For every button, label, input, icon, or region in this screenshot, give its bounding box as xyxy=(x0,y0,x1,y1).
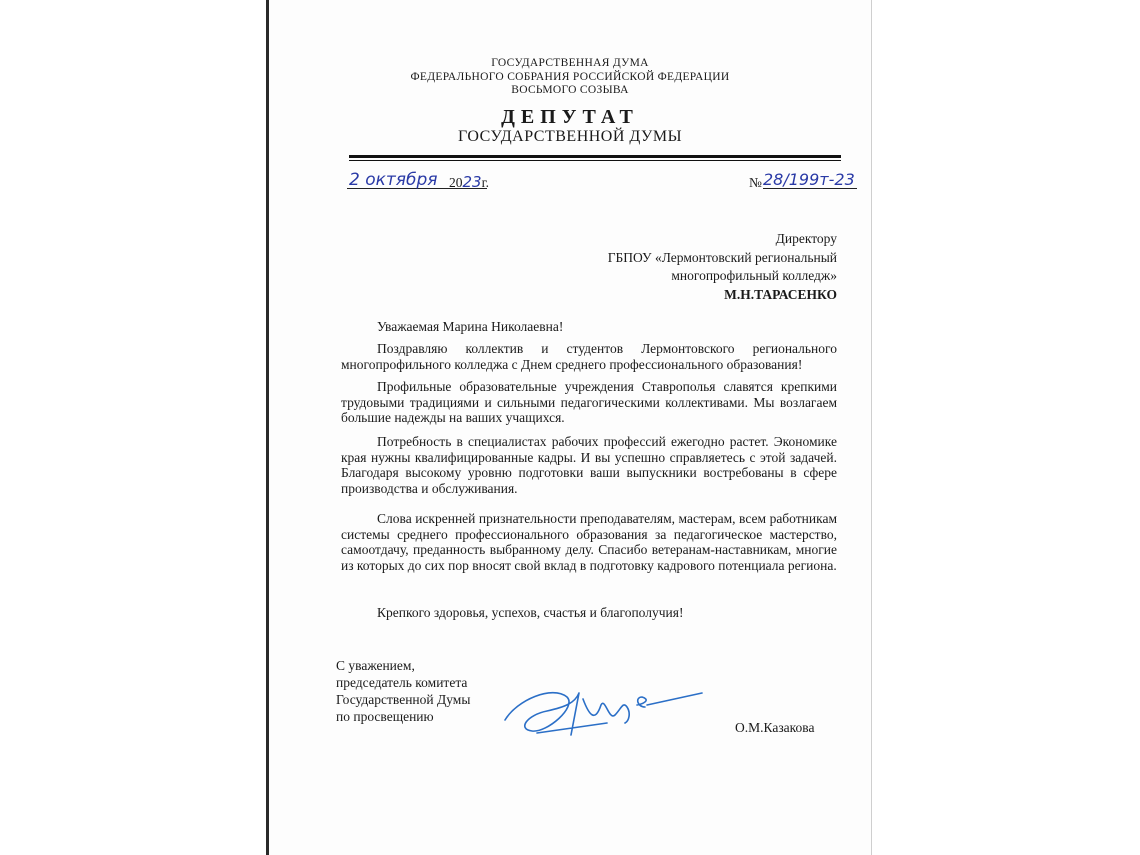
signature-line-4: по просвещению xyxy=(336,709,434,724)
paragraph-2: Профильные образовательные учреждения Ставрополья славятся крепкими трудовыми традициями и сильными педагогическими коллективами. Мы возлагаем большие надежды на ваших учащихся. xyxy=(341,379,837,425)
date-handwritten: 2 октября xyxy=(349,170,438,190)
scan-edge-right xyxy=(871,0,872,855)
letterhead-subtitle: ГОСУДАРСТВЕННОЙ ДУМЫ xyxy=(457,128,683,145)
letter-page xyxy=(269,0,871,855)
greeting: Уважаемая Марина Николаевна! xyxy=(377,319,564,334)
addressee-block xyxy=(519,231,837,302)
paragraph-5: Крепкого здоровья, успехов, счастья и благополучия! xyxy=(377,605,684,620)
letterhead-line-2: ФЕДЕРАЛЬНОГО СОБРАНИЯ РОССИЙСКОЙ ФЕДЕРАЦИИ xyxy=(410,70,730,83)
addressee-line-3: многопрофильный колледж» xyxy=(671,268,837,283)
paragraph-4: Слова искренней признательности преподавателям, мастерам, всем работникам системы среднего профессионального образования за педагогическое мастерство, самоотдачу, преданность выбранному делу. Спасибо ветеранам-наставникам, многие из которых до сих пор вносят свой вклад в подготовку кадрового потенциала региона. xyxy=(341,511,837,573)
date-suffix: г. xyxy=(481,175,489,190)
letterhead xyxy=(269,57,871,98)
letterhead-line-1: ГОСУДАРСТВЕННАЯ ДУМА xyxy=(491,57,649,69)
paragraph-1: Поздравляю коллектив и студентов Лермонтовского регионального многопрофильного колледжа с Днем среднего профессионального образования! xyxy=(341,341,837,372)
letterhead-rule-thick xyxy=(349,155,841,158)
addressee-line-2: ГБПОУ «Лермонтовский региональный xyxy=(607,249,837,265)
addressee-line-4: М.Н.ТАРАСЕНКО xyxy=(724,286,837,302)
date-year-handwritten: 23 xyxy=(462,173,482,191)
letterhead-title: ДЕПУТАТ xyxy=(501,106,639,128)
letterhead-rule-thin xyxy=(349,160,841,161)
handwritten-signature xyxy=(497,675,707,745)
date-year-prefix: 20 xyxy=(449,175,463,190)
date-year xyxy=(449,175,489,191)
paragraph-3: Потребность в специалистах рабочих профессий ежегодно растет. Экономике края нужны квалифицированные кадры. И вы успешно справляетесь с этой задачей. Благодаря высокому уровню подготовки ваши выпускники востребованы в сфере производства и обслуживания. xyxy=(341,434,837,496)
signature-line-1: С уважением, xyxy=(336,658,415,673)
letterhead-line-3: ВОСЬМОГО СОЗЫВА xyxy=(511,84,629,96)
signature-line-2: председатель комитета xyxy=(336,675,468,690)
addressee-line-1: Директору xyxy=(775,231,837,246)
signature-block xyxy=(336,657,470,725)
number-handwritten: 28/199т-23 xyxy=(763,170,855,189)
number-prefix: № xyxy=(749,175,762,190)
signatory-name: О.М.Казакова xyxy=(735,720,815,735)
signature-line-3: Государственной Думы xyxy=(336,692,471,707)
